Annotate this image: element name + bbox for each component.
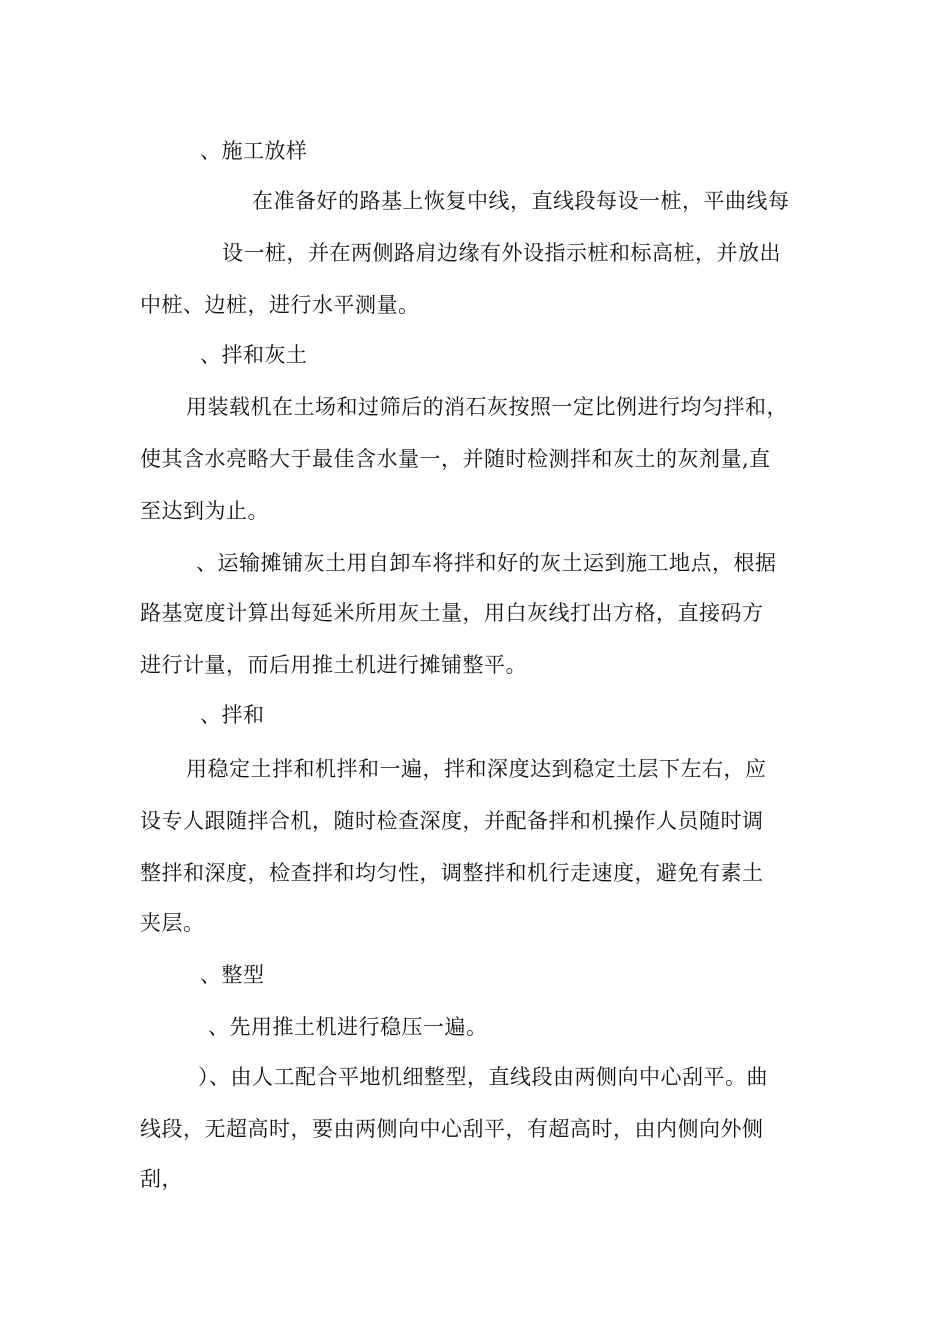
paragraph-line: 用稳定土拌和机拌和一遍，拌和深度达到稳定土层下左右，应 [186,757,767,781]
paragraph-line: 线段，无超高时，要由两侧向中心刮平，有超高时，由内侧向外侧 [140,1117,764,1141]
heading-mixing: 、拌和 [200,703,265,727]
paragraph-line: 刮， [140,1167,183,1191]
paragraph-line: 使其含水亮略大于最佳含水量一，并随时检测拌和灰土的灰剂量,直 [140,447,771,471]
paragraph-line: 在准备好的路基上恢复中线，直线段每设一桩，平曲线每 [252,189,790,213]
heading-mixing-lime-soil: 、拌和灰土 [200,343,308,367]
paragraph-line: 中桩、边桩，进行水平测量。 [140,293,420,317]
paragraph-line: 至达到为止。 [140,499,269,523]
paragraph-line: 进行计量，而后用推土机进行摊铺整平。 [140,653,527,677]
heading-shaping: 、整型 [200,963,265,987]
paragraph-line: 、运输摊铺灰土用自卸车将拌和好的灰土运到施工地点，根据 [196,551,777,575]
paragraph-line: 整拌和深度，检查拌和均匀性，调整拌和机行走速度，避免有素土 [140,861,764,885]
paragraph-line: 用装载机在土场和过筛后的消石灰按照一定比例进行均匀拌和， [186,395,788,419]
paragraph-line: 设一桩，并在两侧路肩边缘有外设指示桩和标高桩，并放出 [222,241,781,265]
paragraph-line: 夹层。 [140,911,205,935]
paragraph-line: ）、由人工配合平地机细整型，直线段由两侧向中心刮平。曲 [198,1065,768,1089]
paragraph-line: 路基宽度计算出每延米所用灰土量，用白灰线打出方格，直接码方 [140,601,764,625]
paragraph-line: 设专人跟随拌合机，随时检查深度，并配备拌和机操作人员随时调 [140,809,764,833]
paragraph-line: 、先用推土机进行稳压一遍。 [208,1015,488,1039]
heading-construction-layout: 、施工放样 [200,139,308,163]
